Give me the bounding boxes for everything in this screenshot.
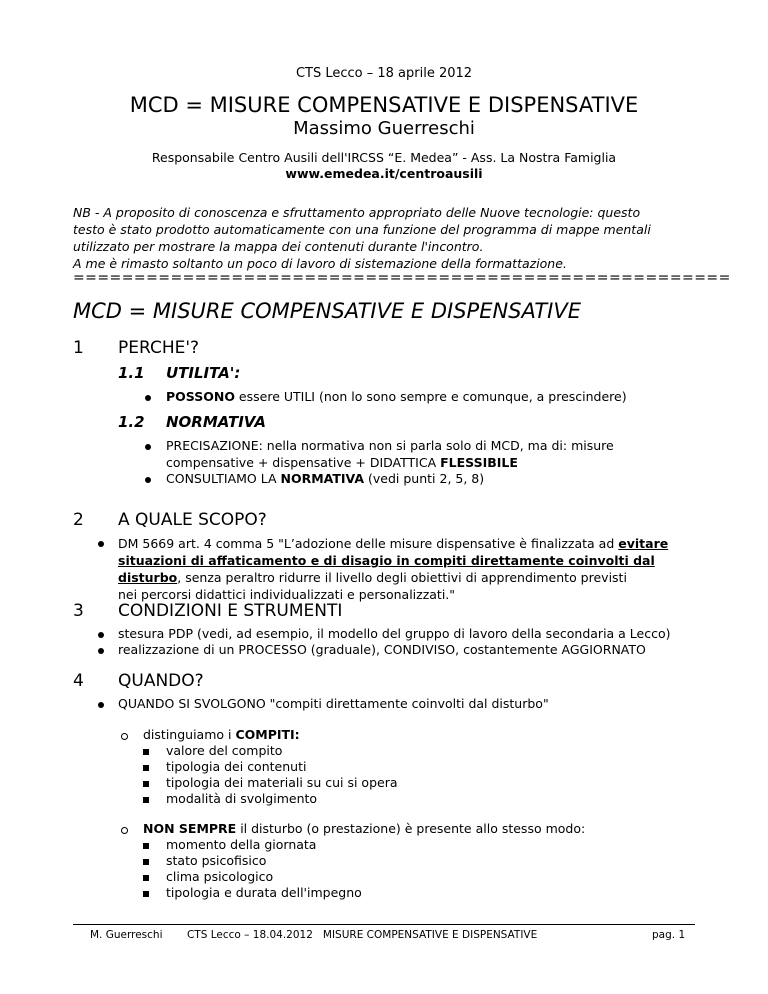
- sub-list-item: clima psicologico: [166, 869, 274, 884]
- list-item-text: compensative + dispensative + DIDATTICA: [166, 455, 441, 470]
- author-name: Massimo Guerreschi: [293, 118, 475, 139]
- quote-text: , senza peraltro ridurre il livello degli obiettivi di apprendimento previsti: [177, 570, 627, 585]
- square-bullet-icon: [143, 749, 149, 755]
- section-title: QUANDO?: [118, 671, 204, 691]
- emphasis: FLESSIBILE: [440, 455, 518, 470]
- footer-author: M. Guerreschi: [90, 929, 163, 941]
- section-title: PERCHE'?: [118, 338, 200, 358]
- list-item: QUANDO SI SVOLGONO "compiti direttamente coinvolti dal disturbo": [118, 696, 549, 711]
- sub-list-item: stato psicofisico: [166, 853, 267, 868]
- quote-text: nei percorsi didattici individualizzati e personalizzati.": [118, 587, 456, 602]
- square-bullet-icon: [143, 859, 149, 865]
- emphasis: NON SEMPRE: [143, 821, 237, 836]
- bullet-icon: [145, 444, 151, 450]
- main-title: MCD = MISURE COMPENSATIVE E DISPENSATIVE: [73, 299, 581, 323]
- list-item-text: il disturbo (o prestazione) è presente allo stesso modo:: [236, 821, 586, 836]
- section-title: A QUALE SCOPO?: [118, 510, 267, 530]
- note-line: utilizzato per mostrare la mappa dei contenuti durante l'incontro.: [73, 239, 484, 254]
- sub-list-item: modalità di svolgimento: [166, 791, 318, 806]
- sub-list-item: tipologia dei contenuti: [166, 759, 307, 774]
- list-item: [143, 821, 585, 836]
- list-item: [166, 437, 614, 471]
- sub-list-item: tipologia e durata dell'impegno: [166, 885, 362, 900]
- circle-bullet-icon: [121, 733, 128, 740]
- separator: ======================================================: [73, 270, 731, 286]
- bullet-icon: [98, 541, 104, 547]
- section-number: 4: [73, 671, 84, 691]
- note-line: testo è stato prodotto automaticamente con una funzione del programma di mappe mentali: [73, 222, 651, 237]
- footer-rule: [73, 924, 695, 925]
- sub-list-item: momento della giornata: [166, 837, 317, 852]
- note-line: A me è rimasto soltanto un poco di lavoro di sistemazione della formattazione.: [73, 256, 567, 271]
- quote-block: [118, 535, 668, 603]
- list-item-text: PRECISAZIONE: nella normativa non si parla solo di MCD, ma di: misure: [166, 438, 614, 453]
- subsection-title: NORMATIVA: [166, 413, 266, 431]
- square-bullet-icon: [143, 891, 149, 897]
- subsection-number: 1.1: [118, 364, 145, 382]
- list-item-text: essere UTILI (non lo sono sempre e comunque, a prescindere): [234, 389, 627, 404]
- square-bullet-icon: [143, 781, 149, 787]
- square-bullet-icon: [143, 843, 149, 849]
- square-bullet-icon: [143, 875, 149, 881]
- emphasis: NORMATIVA: [280, 471, 365, 486]
- square-bullet-icon: [143, 797, 149, 803]
- list-item-text: (vedi punti 2, 5, 8): [364, 471, 485, 486]
- event-line: CTS Lecco – 18 aprile 2012: [295, 66, 473, 81]
- bullet-icon: [145, 477, 151, 483]
- subsection-title: UTILITA':: [166, 364, 241, 382]
- section-number: 1: [73, 338, 84, 358]
- affiliation: Responsabile Centro Ausili dell'IRCSS “E. Medea” - Ass. La Nostra Famiglia: [151, 150, 617, 165]
- note-block: [73, 204, 651, 272]
- list-item: [143, 727, 300, 742]
- bullet-icon: [145, 395, 151, 401]
- bullet-icon: [98, 648, 104, 654]
- underlined-text: disturbo: [118, 570, 178, 585]
- list-item: [166, 389, 627, 404]
- bullet-icon: [98, 702, 104, 708]
- section-number: 2: [73, 510, 84, 530]
- section-number: 3: [73, 601, 84, 621]
- section-title: CONDIZIONI E STRUMENTI: [118, 601, 343, 621]
- list-item-text: distinguiamo i: [143, 727, 236, 742]
- list-item: stesura PDP (vedi, ad esempio, il modello del gruppo di lavoro della secondaria a Lecco): [118, 626, 671, 641]
- square-bullet-icon: [143, 765, 149, 771]
- underlined-text: situazioni di affaticamento e di disagio in compiti direttamente coinvolti dal: [118, 553, 655, 568]
- website-link[interactable]: www.emedea.it/centroausili: [285, 166, 483, 181]
- sub-list-item: tipologia dei materiali su cui si opera: [166, 775, 398, 790]
- bullet-icon: [98, 632, 104, 638]
- circle-bullet-icon: [121, 827, 128, 834]
- list-item: realizzazione di un PROCESSO (graduale), CONDIVISO, costantemente AGGIORNATO: [118, 642, 646, 657]
- emphasis: COMPITI:: [235, 727, 300, 742]
- document-title: MCD = MISURE COMPENSATIVE E DISPENSATIVE: [129, 93, 639, 117]
- subsection-number: 1.2: [118, 413, 145, 431]
- page-number: pag. 1: [652, 929, 686, 941]
- list-item-text: CONSULTIAMO LA: [166, 471, 281, 486]
- footer-title: CTS Lecco – 18.04.2012 MISURE COMPENSATIVE E DISPENSATIVE: [187, 929, 538, 941]
- note-line: NB - A proposito di conoscenza e sfruttamento appropriato delle Nuove tecnologie: questo: [73, 205, 641, 220]
- emphasis: POSSONO: [166, 389, 235, 404]
- list-item: [166, 471, 484, 486]
- quote-text: DM 5669 art. 4 comma 5 "L’adozione delle misure dispensative è finalizzata ad: [118, 536, 619, 551]
- underlined-text: evitare: [618, 536, 669, 551]
- sub-list-item: valore del compito: [166, 743, 283, 758]
